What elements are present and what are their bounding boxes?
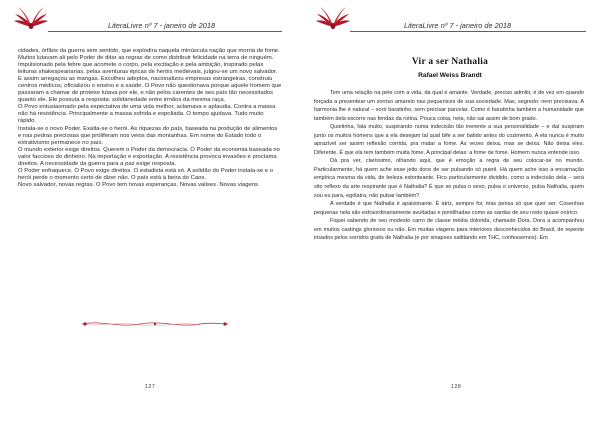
- paragraph: Instala-se o novo Poder. Exalta-se o herói. As riquezas do país, baseada na produção de alimentos e nas pedras preciosas que proliferam nos veios das montanhas. Em nome do Estado todo o extrativismo permanece no país.: [18, 125, 278, 146]
- brand-name: LiteraLivre: [404, 21, 439, 30]
- page-number: 128: [450, 384, 462, 390]
- paragraph: O mundo exterior exige direitos. Querem o Poder da democracia. O Poder da economia baseada no valor faccioso do dinheiro. Na importação e exportação. A resistência provoca invasões e proclama direitos. A necessidade da guerra para a paz exige resposta.: [18, 146, 280, 167]
- paragraph: Dá pra ver, claríssimo, olhando aqui, que é emoção a regra de seu colocar-se no mundo. Particularmente, há quem ache esse jeito doce de ser pulsando só pueril. Há quem ache isso a encarnação empírica mesma da vida, de beleza estonteante. Fico particularmente dividido, como a indecisão dela – será sito reflexo da arte respirante que é Nathalia? É que se pulsa o sexo, pulsa o universo, pulsa Nathalia, quem sou eu para, ególatra, não pulsar também?: [314, 158, 584, 199]
- left-header: [0, 2, 300, 36]
- right-page: [300, 0, 600, 424]
- paragraph: Fiquei sabendo de seu modesto carro de classe média dolorida, chamado Dora. Dora a acompanhou em muitos castings gloriosos ou não. Em muitas viagens para interiores desconhecidos do Brasil, de repente irisados pelos sorridos gratis de Nathalia (e por sinapses saltitando em THC, confessemos). Em: [314, 218, 584, 242]
- paragraph: O Poder enfraquece. O Povo exige direitos. O estadista está só. A solidão do Poder instala-se e o herói perde o momento certo de dizer não. O país está à beira do Caos.: [18, 167, 274, 181]
- header-rule: [48, 31, 282, 32]
- divider-ornament-icon: [80, 317, 230, 331]
- paragraph: Tem uma relação na pele com a vida, da qual é amante. Verdade, preciso admitir, é de vez em quando forçada a presentear um sorriso amarelo nas pequenices de sua sociedade. Mas, segredo: nem precisava. A harmonia lhe é natural – sorri baratinho, sem precisar parcelar. Como é baratinha também a humanidade que também dela escorre nas fendas da rotina. Pouca coisa, nela, não sai assim de bom grado.: [314, 90, 584, 122]
- page-number: 127: [144, 384, 156, 390]
- issue-date: janeiro de 2018: [460, 21, 512, 30]
- article-title: Vir a ser Nathalia: [411, 57, 489, 67]
- bird-logo-icon: [14, 5, 48, 31]
- bird-logo-icon: [316, 5, 350, 31]
- paragraph: O Povo entusiasmado pela expectativa de uma vida melhor, aclamava e aplaudia. Contra a massa não há resistência. Principalmente a massa sofrida e espoliada. O tempo ajudava. Tudo muito rápido.: [18, 104, 276, 125]
- paragraph: Quietinha, fala muito, suspirando numa indecisão tão inerente a sua personalidade – e daí suspiram junto os muitos homens que a ela desejam tal qual bife a ser batido antes do cozimento. A ela nunca é muito aprazível ser assim reflexão corrida, pra matar a fome. As vezes deixa, mas se deixa. Não deixa eles. Diferente. É que ela tem também muita fome. A principal delas: a fome de fome. Homem nunca entende isso.: [314, 124, 584, 156]
- left-body-text: [18, 48, 282, 189]
- paragraph: A verdade é que Nathalia é apaixonante. É atriz, sempre foi, mas pensa só que quer ser. Cosenhas pequenas nela são extraordinariamente avultadas e pontilhadas como as sardas de seu rosto quase onírico.: [314, 201, 584, 216]
- article-author: Rafael Weiss Brandt: [418, 72, 482, 79]
- right-header: [300, 2, 600, 36]
- header-text: [404, 21, 511, 30]
- header-text: [108, 21, 215, 30]
- paragraph: Novo salvador, novas regras. O Povo tem novas esperanças. Novas valises. Novas viagens.: [18, 181, 260, 188]
- issue-date: janeiro de 2018: [164, 21, 216, 30]
- header-rule: [350, 31, 586, 32]
- paragraph: Impulsionado pela febre que acomete o corpo, pela excitação e pela ambição, inspirado pelas leituras shakespearianas, pelas aventuras épicas de heróis medievais, julgou-se um novo salvador. E assim arregaçou as mangas. Escolheu adeptos, nacionalizou empresas estrangeiras, construiu centros médicos, oficializou o ensino e a saúde. O Povo não questionava porque aquele homem que passaram a chamar de protetor lutava por ele, e não pelos carentes de seu país tão necessitados quanto ele. Ele possuía a resposta: solidariedade entre irmãos da mesma raça.: [18, 62, 282, 104]
- issue-label: nº 7 -: [144, 21, 163, 30]
- brand-name: LiteraLivre: [108, 21, 143, 30]
- issue-label: nº 7 -: [440, 21, 459, 30]
- paragraph: cidades, órfãos da guerra sem sentido, que explodira naquela minúscula nação que morria de fome. Muitos lutavam ali pelo Poder de ditar as regras de como distribuir felicidade na terra de ninguém.: [18, 48, 280, 62]
- right-body-text: [314, 89, 584, 243]
